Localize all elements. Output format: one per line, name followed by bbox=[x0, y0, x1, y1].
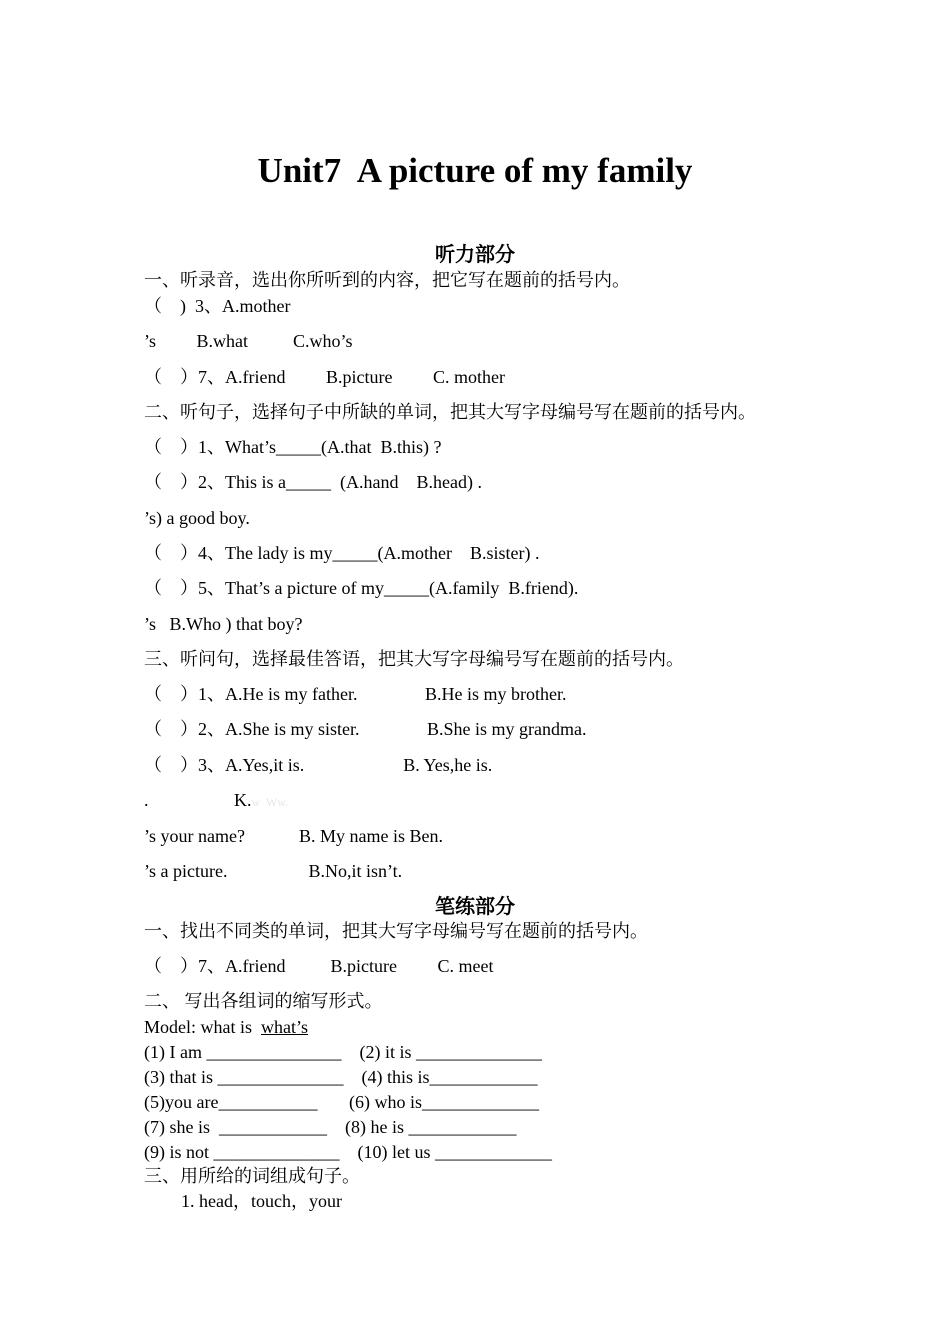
writing-part1-line: （ ）7、A.friend B.picture C. meet bbox=[144, 956, 494, 976]
contraction-line: (3) that is ______________ (4) this is____________ bbox=[144, 1067, 538, 1087]
listening-part1-instruction: 一、听录音，选出你所听到的内容，把它写在题前的括号内。 bbox=[144, 270, 630, 290]
contraction-line: (7) she is ____________ (8) he is ____________ bbox=[144, 1117, 517, 1137]
listening-part3-line: （ ）2、A.She is my sister. B.She is my grandma. bbox=[144, 719, 587, 739]
listening-part2-line: ’s B.Who ) that boy? bbox=[144, 614, 303, 634]
listening-part3-instruction: 三、听问句，选择最佳答语，把其大写字母编号写在题前的括号内。 bbox=[144, 649, 684, 669]
listening-part2-line: ’s) a good boy. bbox=[144, 508, 250, 528]
listening-part2-line: （ ）2、This is a_____ (A.hand B.head) . bbox=[144, 472, 482, 492]
listening-part1-line: （ ) 3、A.mother bbox=[144, 296, 291, 316]
listening-part2-line: （ ）5、That’s a picture of my_____(A.family B.friend). bbox=[144, 578, 579, 598]
contraction-line: (5)you are___________ (6) who is_____________ bbox=[144, 1092, 539, 1112]
model-answer: what’s bbox=[261, 1017, 308, 1037]
listening-part3-line-text: . K. bbox=[144, 790, 252, 810]
listening-part1-line: ’s B.what C.who’s bbox=[144, 331, 353, 351]
listening-heading: 听力部分 bbox=[435, 244, 515, 266]
listening-part2-line: （ ）1、What’s_____(A.that B.this) ? bbox=[144, 437, 442, 457]
listening-part1-line: （ ）7、A.friend B.picture C. mother bbox=[144, 367, 505, 387]
listening-part3-line: （ ）3、A.Yes,it is. B. Yes,he is. bbox=[144, 755, 493, 775]
writing-part1-instruction: 一、找出不同类的单词，把其大写字母编号写在题前的括号内。 bbox=[144, 921, 648, 941]
writing-part3-instruction: 三、用所给的词组成句子。 bbox=[144, 1166, 360, 1186]
writing-part2-instruction: 二、 写出各组词的缩写形式。 bbox=[144, 991, 383, 1011]
listening-part2-instruction: 二、听句子，选择句子中所缺的单词，把其大写字母编号写在题前的括号内。 bbox=[144, 402, 756, 422]
listening-part3-line: ’s a picture. B.No,it isn’t. bbox=[144, 861, 403, 881]
writing-part3-line: 1. head，touch，your bbox=[181, 1191, 342, 1211]
listening-part2-line: （ ）4、The lady is my_____(A.mother B.sister) . bbox=[144, 543, 540, 563]
model-line bbox=[144, 1016, 308, 1038]
contraction-line: (9) is not ______________ (10) let us _____________ bbox=[144, 1142, 552, 1162]
listening-part3-line bbox=[144, 789, 288, 813]
model-prefix: Model: what is bbox=[144, 1017, 261, 1037]
listening-part3-line: （ ）1、A.He is my father. B.He is my brother. bbox=[144, 684, 567, 704]
page-title: Unit7 A picture of my family bbox=[257, 151, 693, 190]
contraction-line: (1) I am _______________ (2) it is ______________ bbox=[144, 1042, 542, 1062]
writing-heading: 笔练部分 bbox=[435, 896, 515, 918]
watermark-text: w Ww. bbox=[251, 795, 289, 809]
listening-part3-line: ’s your name? B. My name is Ben. bbox=[144, 826, 443, 846]
